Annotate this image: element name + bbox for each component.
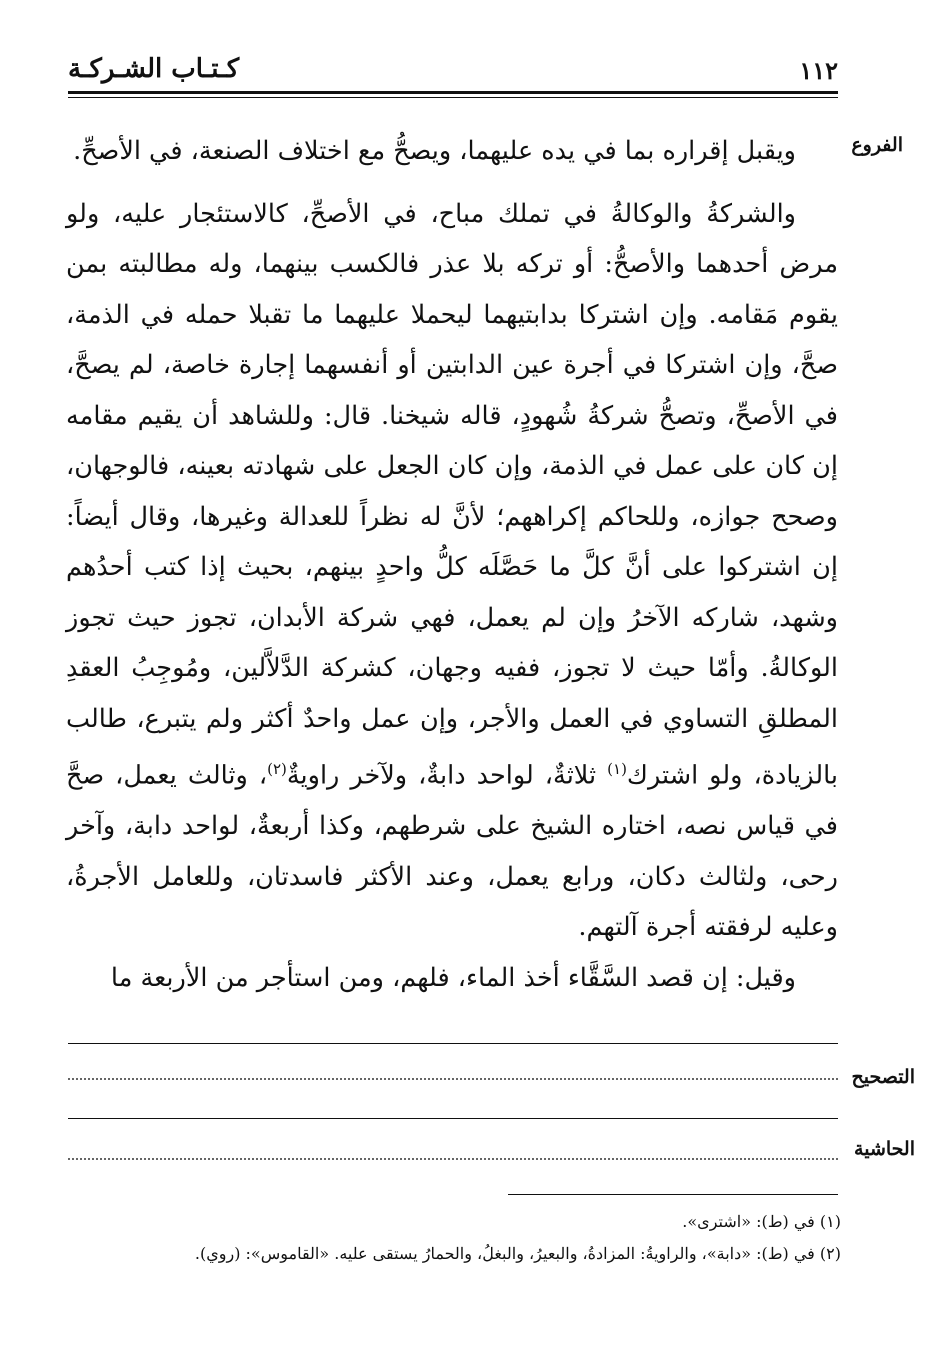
footnote-ref-2: (٢) <box>267 760 287 778</box>
running-header <box>68 52 838 92</box>
paragraph-2-part-3: ، وثالث يعمل، صحَّ في قياس نصه، اختاره الشيخ على شرطهم، وكذا أربعةٌ، لواحد دابة، وآخر رحى، ولثالث دكان، ورابع يعمل، وعند الأكثر فاسدتان، وللعامل الأجرةُ، وعليه لرفقته أجرة آلتهم. <box>66 760 838 942</box>
margin-label-tashih: التصحيح <box>851 1066 915 1088</box>
paragraph-3: وقيل: إن قصد السَّقَّاء أخذ الماء، فلهم، ومن استأجر من الأربعة ما <box>110 962 796 993</box>
page-number: ١١٢ <box>799 56 838 85</box>
tashih-dotted-line <box>68 1078 838 1080</box>
paragraph-2-part-1: والشركةُ والوكالةُ في تملك مباح، في الأصحِّ، كالاستئجار عليه، ولو مرض أحدهما والأصحُّ: أو تركه بلا عذر فالكسب بينهما، وله مطالبته بمن يقوم مَقامه. وإن اشتركا بدابتيهما ليحملا عليهما ما تقبلا حمله في الذمة، صحَّ، وإن اشتركا في أجرة عين الدابتين أو أنفسهما إجارة خاصة، لم يصحَّ، في الأصحِّ، وتصحُّ شركةُ شُهودٍ، قاله شيخنا. قال: وللشاهد أن يقيم مقامه إن كان على عمل في الذمة، وإن كان الجعل على شهادته بعينه، فالوجهان، وصحح جوازه، وللحاكم إكراههم؛ لأنَّ له نظراً للعدالة وغيرها، وقال أيضاً: إن اشتركوا على أنَّ كلَّ ما حَصَّلَه كلُّ واحدٍ بينهم، بحيث إذا كتب أحدُهم وشهد، شاركه الآخرُ وإن لم يعمل، فهي شركة الأبدان، تجوز حيث تجوز الوكالةُ. وأمّا حيث لا تجوز، ففيه وجهان، كشركة الدَّلاَّلين، ومُوجِبُ العقدِ المطلقِ التساوي في العمل والأجر، وإن عمل واحدٌ أكثر ولم يتبرع، طالب بالزيادة، ولو اشترك <box>66 198 838 791</box>
main-text <box>66 126 838 1003</box>
footnote-ref-1: (١) <box>607 760 627 778</box>
paragraph-2-part-2: ثلاثةٌ، لواحد دابةٌ، ولآخر راويةٌ <box>286 760 597 791</box>
header-rule-thick <box>68 91 838 94</box>
paragraph-2 <box>66 189 838 953</box>
footnote-separator <box>508 1194 838 1195</box>
margin-label-furu: الفروع <box>851 134 903 156</box>
book-title: كـتـاب الشـركـة <box>68 54 240 84</box>
section-rule-tashih <box>68 1043 838 1044</box>
footnote-1: (١) في (ط): «اشترى». <box>682 1212 841 1231</box>
footnotes <box>140 1206 841 1270</box>
paragraph-1: ويقبل إقراره بما في يده عليهما، ويصحُّ مع اختلاف الصنعة، في الأصحِّ. <box>73 136 796 166</box>
margin-label-hashiya: الحاشية <box>854 1138 915 1160</box>
header-rule-thin <box>68 97 838 98</box>
section-rule-hashiya <box>68 1118 838 1119</box>
hashiya-dotted-line <box>68 1158 838 1160</box>
footnote-2: (٢) في (ط): «دابة»، والراويةُ: المزادةُ، والبعيرُ، والبغلُ، والحمارُ يستقى عليه. «القاموس»: (روي). <box>194 1244 841 1263</box>
